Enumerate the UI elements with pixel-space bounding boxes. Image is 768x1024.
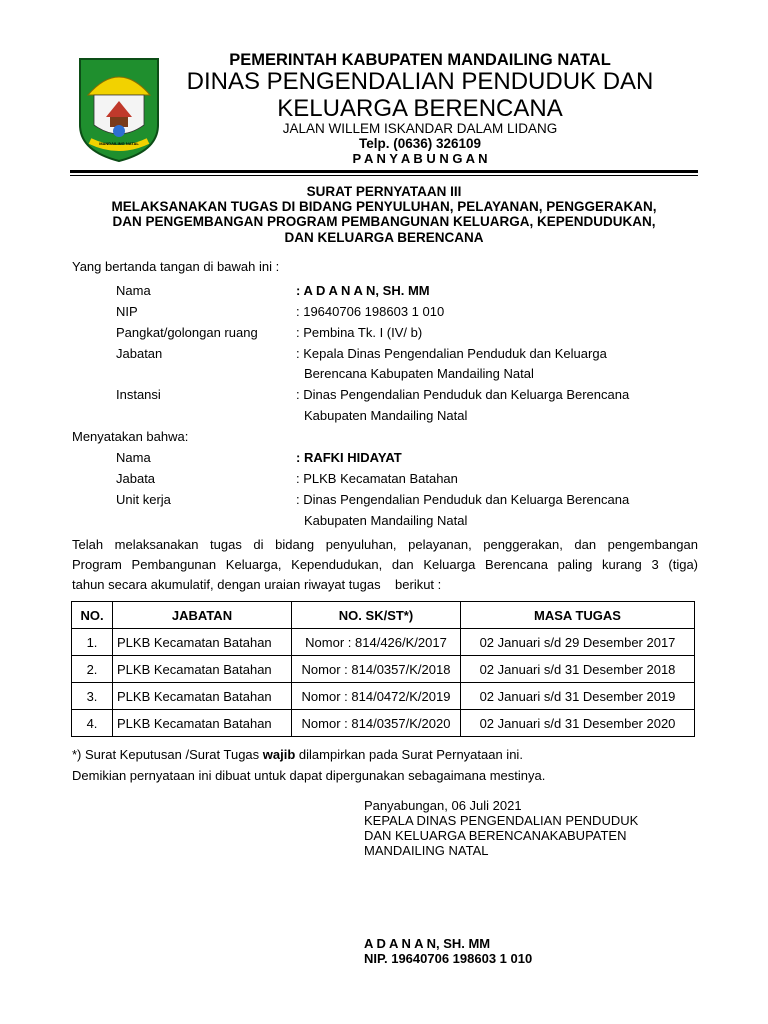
cell-decree-number: Nomor : 814/426/K/2017	[292, 629, 461, 656]
agency-name-line1: DINAS PENGENDALIAN PENDUDUK DAN	[186, 68, 654, 95]
signer-name-value: : A D A N A N, SH. MM	[296, 283, 430, 298]
signature-role-line3: MANDAILING NATAL	[364, 843, 489, 858]
signer-rank-label: Pangkat/golongan ruang	[116, 325, 258, 340]
signature-role-line2: DAN KELUARGA BERENCANAKABUPATEN	[364, 828, 627, 843]
cell-no: 4.	[72, 710, 113, 737]
signer-agency-label: Instansi	[116, 387, 161, 402]
cell-position: PLKB Kecamatan Batahan	[113, 629, 292, 656]
header-divider	[70, 170, 698, 173]
cell-decree-number: Nomor : 814/0357/K/2020	[292, 710, 461, 737]
cell-term: 02 Januari s/d 31 Desember 2020	[461, 710, 695, 737]
body-paragraph-line2: Program Pembangunan Keluarga, Kependudukan, dan Keluarga Berencana paling kurang 3 (tiga)	[72, 557, 698, 572]
signer-agency-value-line2: Kabupaten Mandailing Natal	[304, 408, 468, 423]
declares-text: Menyatakan bahwa:	[72, 429, 189, 444]
signer-rank-value: : Pembina Tk. I (IV/ b)	[296, 325, 423, 340]
task-history-table	[71, 601, 695, 737]
cell-term: 02 Januari s/d 31 Desember 2019	[461, 683, 695, 710]
cell-no: 1.	[72, 629, 113, 656]
header-term: MASA TUGAS	[461, 602, 695, 629]
cell-term: 02 Januari s/d 29 Desember 2017	[461, 629, 695, 656]
signature-place-date: Panyabungan, 06 Juli 2021	[364, 798, 522, 813]
closing-text: Demikian pernyataan ini dibuat untuk dapat dipergunakan sebagaimana mestinya.	[72, 768, 546, 783]
body-paragraph-line1: Telah melaksanakan tugas di bidang penyuluhan, pelayanan, penggerakan, dan pengembangan	[72, 537, 698, 552]
cell-position: PLKB Kecamatan Batahan	[113, 656, 292, 683]
agency-name-line2: KELUARGA BERENCANA	[277, 95, 563, 122]
header-no: NO.	[72, 602, 113, 629]
header-position: JABATAN	[113, 602, 292, 629]
cell-term: 02 Januari s/d 31 Desember 2018	[461, 656, 695, 683]
table-row	[72, 656, 695, 683]
subject-unit-value-line2: Kabupaten Mandailing Natal	[304, 513, 468, 528]
header-decree-number: NO. SK/ST*)	[292, 602, 461, 629]
table-header-row	[72, 602, 695, 629]
signer-agency-value-line1: : Dinas Pengendalian Penduduk dan Keluarga Berencana	[296, 387, 630, 402]
signer-name-label: Nama	[116, 283, 151, 298]
subject-name-value: : RAFKI HIDAYAT	[296, 450, 402, 465]
note-suffix: dilampirkan pada Surat Pernyataan ini.	[295, 747, 523, 762]
signer-position-value-line2: Berencana Kabupaten Mandailing Natal	[304, 366, 534, 381]
body-paragraph-line3: tahun secara akumulatif, dengan uraian riwayat tugas berikut :	[72, 577, 442, 592]
subject-name-label: Nama	[116, 450, 151, 465]
cell-decree-number: Nomor : 814/0357/K/2018	[292, 656, 461, 683]
note-prefix: *) Surat Keputusan /Surat Tugas	[72, 747, 263, 762]
note-emphasis: wajib	[262, 747, 296, 762]
table-row	[72, 629, 695, 656]
table-row	[72, 683, 695, 710]
intro-text: Yang bertanda tangan di bawah ini :	[72, 259, 280, 274]
cell-no: 3.	[72, 683, 113, 710]
subject-position-label: Jabata	[116, 471, 156, 486]
letter-subject-line1: MELAKSANAKAN TUGAS DI BIDANG PENYULUHAN, PELAYANAN, PENGGERAKAN,	[111, 199, 657, 214]
agency-phone: Telp. (0636) 326109	[358, 136, 482, 151]
cell-position: PLKB Kecamatan Batahan	[113, 710, 292, 737]
table-row	[72, 710, 695, 737]
letter-subject-line2: DAN PENGEMBANGAN PROGRAM PEMBANGUNAN KELUARGA, KEPENDUDUKAN,	[112, 214, 656, 229]
attachment-note	[72, 747, 523, 762]
subject-unit-value-line1: : Dinas Pengendalian Penduduk dan Keluarga Berencana	[296, 492, 630, 507]
cell-position: PLKB Kecamatan Batahan	[113, 683, 292, 710]
signer-nip-label: NIP	[116, 304, 138, 319]
signer-position-value-line1: : Kepala Dinas Pengendalian Penduduk dan Keluarga	[296, 346, 607, 361]
letter-title: SURAT PERNYATAAN III	[306, 184, 462, 199]
agency-address: JALAN WILLEM ISKANDAR DALAM LIDANG	[282, 121, 558, 136]
letter-subject-line3: DAN KELUARGA BERENCANA	[284, 230, 484, 245]
signer-position-label: Jabatan	[116, 346, 163, 361]
regency-logo	[76, 55, 162, 163]
signer-nip-value: : 19640706 198603 1 010	[296, 304, 445, 319]
signature-name: A D A N A N, SH. MM	[364, 936, 491, 951]
agency-city: P A N Y A B U N G A N	[352, 151, 488, 166]
signature-nip: NIP. 19640706 198603 1 010	[364, 951, 533, 966]
header-divider-thin	[70, 175, 698, 176]
cell-decree-number: Nomor : 814/0472/K/2019	[292, 683, 461, 710]
signature-role-line1: KEPALA DINAS PENGENDALIAN PENDUDUK	[364, 813, 639, 828]
government-name: PEMERINTAH KABUPATEN MANDAILING NATAL	[229, 51, 611, 69]
logo-text: MANDAILING NATAL	[99, 141, 139, 146]
subject-unit-label: Unit kerja	[116, 492, 171, 507]
cell-no: 2.	[72, 656, 113, 683]
subject-position-value: : PLKB Kecamatan Batahan	[296, 471, 458, 486]
